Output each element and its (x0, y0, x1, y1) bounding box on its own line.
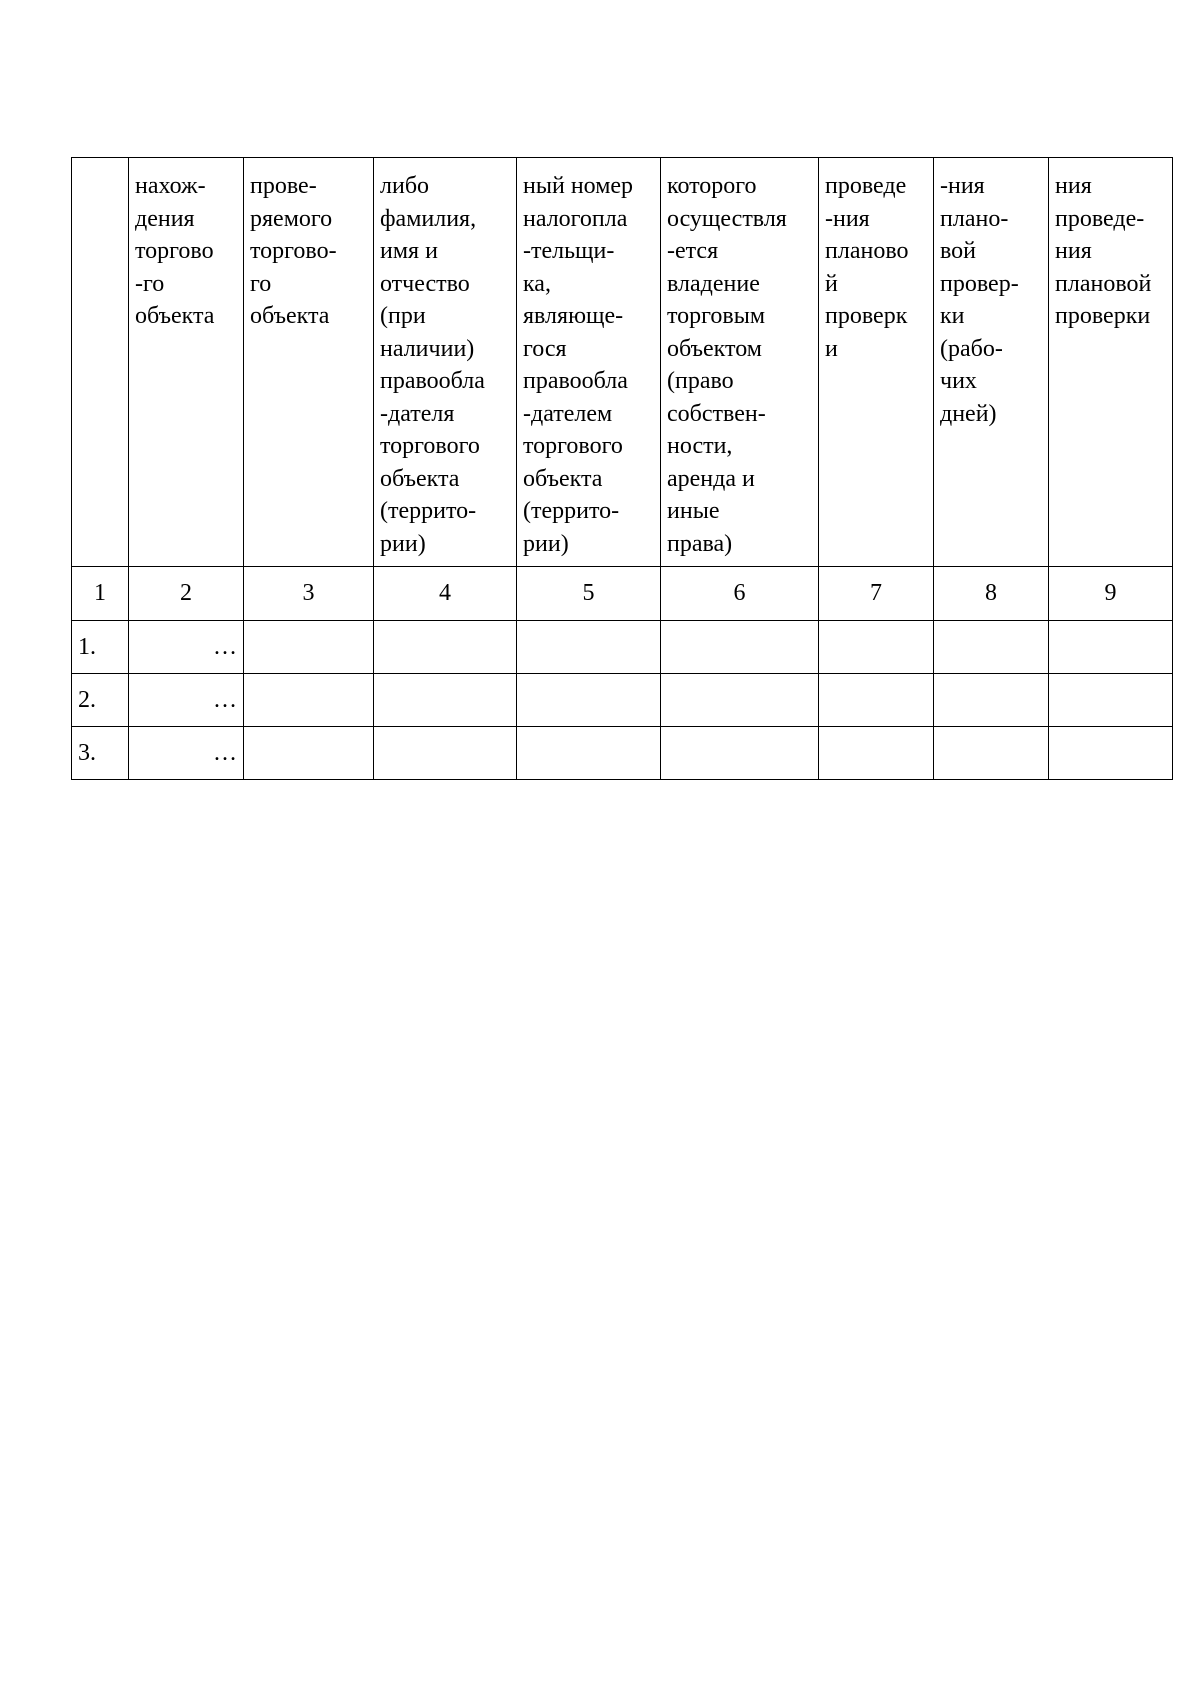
column-number-row (72, 567, 1173, 621)
row-cell-empty (934, 621, 1049, 674)
row-cell-empty (244, 674, 374, 727)
row-index: 1. (72, 621, 129, 674)
row-index: 2. (72, 674, 129, 727)
row-cell-empty (374, 674, 517, 727)
row-cell-empty (1049, 621, 1173, 674)
row-cell-empty (374, 621, 517, 674)
row-cell-empty (661, 727, 819, 780)
row-cell-empty (244, 621, 374, 674)
row-cell-empty (244, 727, 374, 780)
header-cell-1 (72, 158, 129, 567)
row-index: 3. (72, 727, 129, 780)
row-cell-empty (819, 674, 934, 727)
row-cell-col2: … (129, 674, 244, 727)
header-cell-5: ный номер налогопла -тельщи- ка, являюще- гося правообла -дателем торгового объекта (террито- рии) (517, 158, 661, 567)
row-cell-empty (661, 621, 819, 674)
row-cell-empty (1049, 674, 1173, 727)
column-number: 3 (244, 567, 374, 621)
row-cell-col2: … (129, 727, 244, 780)
row-cell-empty (934, 674, 1049, 727)
row-cell-empty (517, 621, 661, 674)
column-number: 9 (1049, 567, 1173, 621)
header-cell-4: либо фамилия, имя и отчество (при наличии) правообла -дателя торгового объекта (террито- рии) (374, 158, 517, 567)
table-row (72, 621, 1173, 674)
row-cell-empty (374, 727, 517, 780)
table-header-row (72, 158, 1173, 567)
header-cell-9: ния проведе- ния плановой проверки (1049, 158, 1173, 567)
row-cell-empty (517, 727, 661, 780)
header-cell-6: которого осуществля -ется владение торговым объектом (право собствен- ности, аренда и иные права) (661, 158, 819, 567)
header-cell-3: прове- ряемого торгово- го объекта (244, 158, 374, 567)
column-number: 4 (374, 567, 517, 621)
column-number: 5 (517, 567, 661, 621)
header-cell-2: нахож- дения торгово -го объекта (129, 158, 244, 567)
row-cell-empty (934, 727, 1049, 780)
inspection-plan-table (71, 157, 1173, 780)
table-row (72, 674, 1173, 727)
header-cell-8: -ния плано- вой провер- ки (рабо- чих дней) (934, 158, 1049, 567)
row-cell-empty (819, 727, 934, 780)
row-cell-col2: … (129, 621, 244, 674)
column-number: 2 (129, 567, 244, 621)
row-cell-empty (517, 674, 661, 727)
header-cell-7: проведе -ния планово й проверк и (819, 158, 934, 567)
row-cell-empty (1049, 727, 1173, 780)
row-cell-empty (819, 621, 934, 674)
column-number: 6 (661, 567, 819, 621)
column-number: 7 (819, 567, 934, 621)
row-cell-empty (661, 674, 819, 727)
table-row (72, 727, 1173, 780)
column-number: 1 (72, 567, 129, 621)
column-number: 8 (934, 567, 1049, 621)
